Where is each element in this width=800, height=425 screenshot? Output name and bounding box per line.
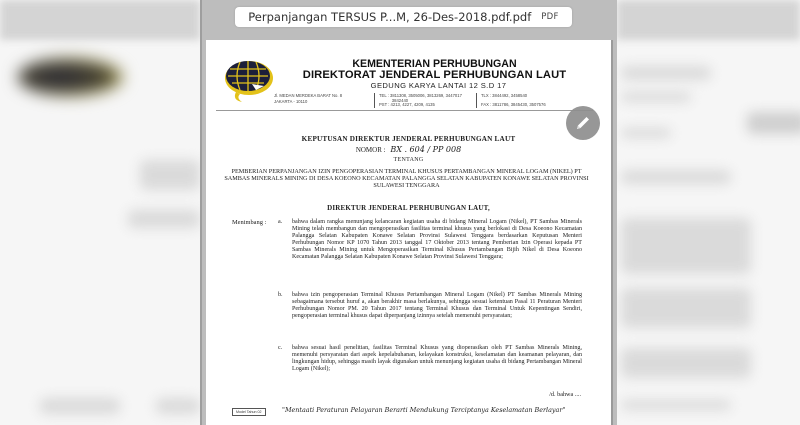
letterhead-ministry: KEMENTERIAN PERHUBUNGAN xyxy=(352,58,517,70)
background-topband xyxy=(0,0,200,40)
decree-number-value: BX . 604 / PP 008 xyxy=(390,145,462,154)
decree-director: DIREKTUR JENDERAL PERHUBUNGAN LAUT, xyxy=(327,204,490,212)
background-bar xyxy=(747,112,800,134)
item-letter: b. xyxy=(278,292,283,298)
background-blob xyxy=(18,58,123,96)
tel-line: 3842440 xyxy=(379,97,409,103)
letterhead-address xyxy=(274,93,342,104)
footer-motto: "Mentaati Peraturan Pelayaran Berarti Mendukung Terciptanya Keselamatan Berlayar" xyxy=(282,406,566,414)
consideration-item xyxy=(278,219,582,261)
letterhead-phone xyxy=(374,93,462,108)
background-bar xyxy=(128,210,200,228)
item-text: bahwa dalam rangka menunjang kelancaran kegiatan usaha di bidang Mineral Logam (Nikel), PT Sambas Minerals Mining telah membangun dan mengoperasikan fasilitas terminal khusus yang berlokasi di Desa Koeono Kecamatan Palangga Selatan Kabupaten Konawe Selatan Provinsi Sulawesi Tenggara berdasarkan Keputusan Menteri Perhubungan Nomor KP 1070 Tahun 2013 tanggal 17 Oktober 2013 tentang Pemberian Izin Operasi kepada PT Sambas Minerals Mining untuk Mengoperasikan Terminal Khusus Pertambangan Bijih Nikel di Desa Koeono Kecamatan Palangga Selatan Kabupaten Konawe Selatan Provinsi Sulawesi Tenggara; xyxy=(292,219,582,261)
decree-subject: PEMBERIAN PERPANJANGAN IZIN PENGOPERASIAN TERMINAL KHUSUS PERTAMBANGAN MINERAL LOGAM (NIKEL) PT SAMBAS MINERALS MINING DI DESA KOEONO KECAMATAN PALANGGA SELATAN KABUPATEN KONAWE SELATAN PROVINSI SULAWESI TENGGARA xyxy=(224,168,589,189)
item-text: bahwa izin pengoperasian Terminal Khusus Pertambangan Mineral Logam (Nikel) PT Sambas Minerals Mining sebagaimana tersebut huruf a, akan berakhir masa berlakunya, sehingga sesuai ketentuan Pasal 11 Peraturan Menteri Perhubungan Nomor PM. 20 Tahun 2017 tentang Terminal Khusus dan Terminal Untuk Kepentingan Sendiri, pengoperasian terminal khusus dapat diperpanjang izinnya setelah memenuhi persyaratan; xyxy=(292,292,582,320)
background-right xyxy=(617,0,800,425)
decree-heading: KEPUTUSAN DIREKTUR JENDERAL PERHUBUNGAN LAUT xyxy=(301,135,516,143)
background-bar xyxy=(621,348,751,378)
letterhead-directorate: DIREKTORAT JENDERAL PERHUBUNGAN LAUT xyxy=(302,69,567,81)
background-bar xyxy=(621,170,731,184)
edit-button[interactable] xyxy=(566,106,600,140)
item-text: bahwa sesuai hasil penelitian, fasilitas Terminal Khusus yang dioperasikan oleh PT Sambas Minerals Mining, memenuhi persyaratan dari aspek kepelabuhanan, kelayakan konstruksi, keselamatan dan keamanan pelayaran, dan lingkungan hidup, sehingga masih layak digunakan untuk menunjang kegiatan usaha di bidang Pertambangan Mineral Logam (Nikel); xyxy=(292,345,582,373)
model-label: Model Tahun 02 xyxy=(232,408,266,416)
item-letter: a. xyxy=(278,219,283,225)
continuation-text: /d. bahwa .... xyxy=(549,391,581,398)
background-bar xyxy=(40,398,120,414)
address-line: JAKARTA - 10110 xyxy=(274,98,308,104)
letterhead-divider xyxy=(216,110,593,111)
pdf-page xyxy=(206,40,613,425)
background-bar xyxy=(621,66,711,80)
file-title-bar[interactable] xyxy=(235,7,572,27)
pst-line: PST : 4213, 4227, 4209, 4135 xyxy=(379,102,435,107)
tlx-line: TLX : 3844492, 3458540 xyxy=(481,93,528,98)
decree-number-label: NOMOR : xyxy=(355,146,386,154)
pencil-icon xyxy=(575,115,591,131)
menimbang-label: Menimbang : xyxy=(232,219,267,226)
background-bar xyxy=(140,160,200,190)
consideration-item xyxy=(278,292,582,320)
file-type-label: PDF xyxy=(541,12,559,22)
background-left xyxy=(0,0,200,425)
decree-number xyxy=(206,145,611,154)
background-bar xyxy=(621,400,731,410)
fax-line: FAX : 3811786, 3845430, 3507576 xyxy=(481,101,546,107)
background-bar xyxy=(156,398,200,414)
background-bar xyxy=(621,128,671,138)
consideration-item xyxy=(278,345,582,373)
item-letter: c. xyxy=(278,345,283,351)
tel-line: TEL : 3811308, 3505006, 3813269, 3447017 xyxy=(379,93,462,98)
letterhead-building: GEDUNG KARYA LANTAI 12 S.D 17 xyxy=(370,81,507,90)
letterhead-telex-fax xyxy=(476,93,546,108)
background-bar xyxy=(621,92,691,102)
pdf-viewer xyxy=(200,0,617,425)
background-bar xyxy=(621,218,751,274)
decree-tentang: TENTANG xyxy=(393,157,424,163)
background-topband xyxy=(617,0,800,40)
address-line: Jl. MEDAN MERDEKA BARAT No. 8 xyxy=(274,93,343,98)
file-name: Perpanjangan TERSUS P...M, 26-Des-2018.pdf.pdf xyxy=(248,10,532,24)
background-bar xyxy=(621,288,751,328)
